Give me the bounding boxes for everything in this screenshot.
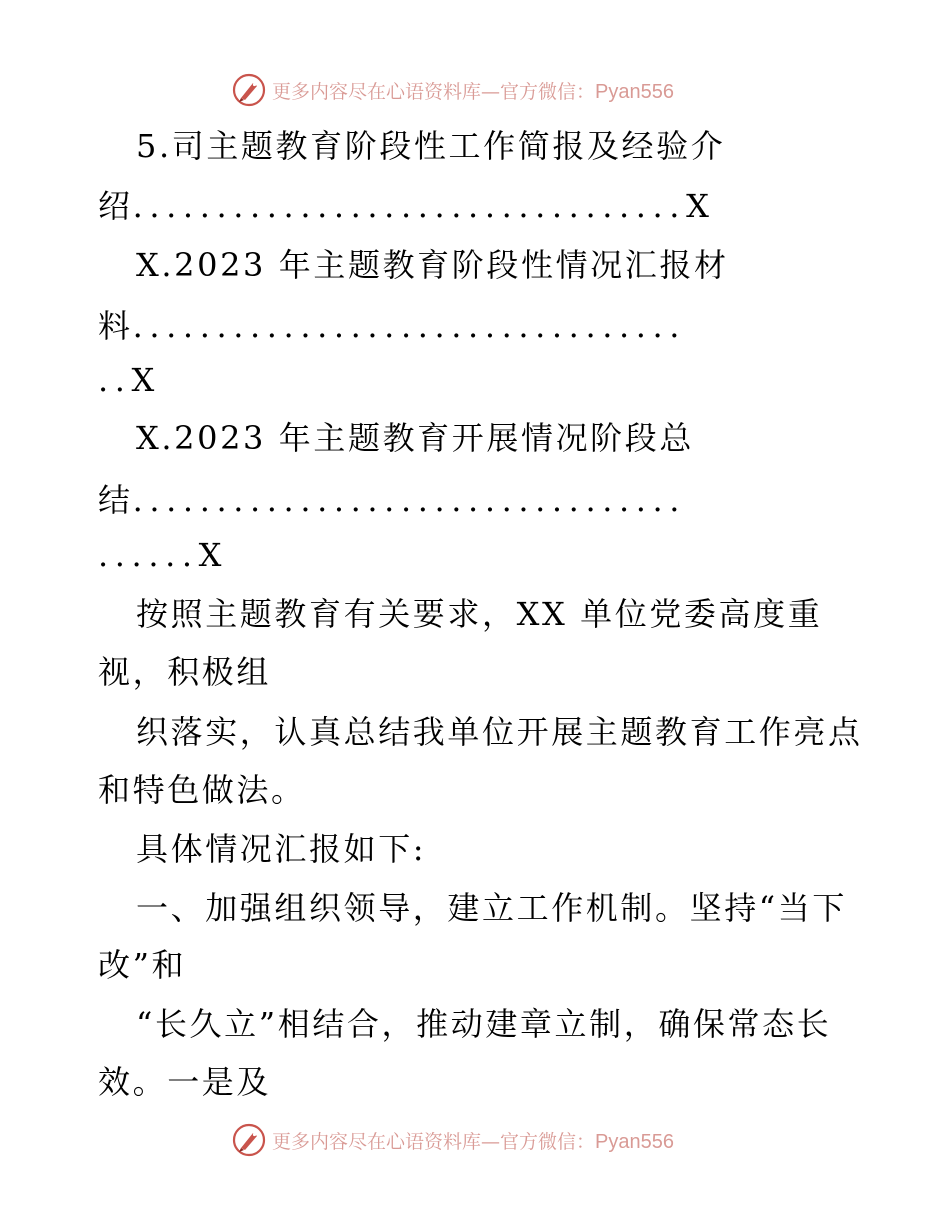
body-paragraph-3-line-1: 具体情况汇报如下: [136,830,427,868]
toc-entry-3-title: X.2023 年主题教育开展情况阶段总 [136,419,694,457]
toc-entry-3-page: X [198,536,225,574]
pen-nib-logo-icon [232,1123,266,1157]
toc-entry-3-title-cont: 结 [98,481,133,519]
toc-entry-2-dot-leader: ................................. [132,307,687,345]
body-paragraph-4-line-2: 改”和 [98,946,187,984]
pen-nib-logo-icon [232,73,266,107]
toc-entry-1-dot-leader: ................................. [132,187,687,225]
toc-entry-2-dot-leader-2: .. [98,361,132,399]
toc-entry-2-page: X [131,361,157,399]
body-paragraph-2-line-2: 和特色做法。 [98,771,306,809]
header-watermark [232,72,674,108]
watermark-wechat-id: Pyan556 [595,80,674,103]
body-paragraph-1-line-2: 视，积极组 [98,653,272,691]
body-paragraph-1-line-1: 按照主题教育有关要求，XX 单位党委高度重 [136,595,823,633]
toc-entry-2-title: X.2023 年主题教育阶段性情况汇报材 [136,246,729,284]
body-paragraph-5-line-1: “长久立”相结合，推动建章立制，确保常态长 [136,1005,832,1043]
watermark-text-cn: 更多内容尽在心语资料库—官方微信： [272,1130,596,1153]
body-paragraph-2-line-1: 织落实，认真总结我单位开展主题教育工作亮点 [136,713,863,751]
body-paragraph-5-line-2: 效。一是及 [98,1063,272,1101]
toc-entry-2-leader-line [98,306,686,346]
body-paragraph-4-line-1: 一、加强组织领导，建立工作机制。坚持“当下 [136,889,847,927]
toc-entry-1-leader-line [98,186,711,226]
toc-entry-1-title: 5.司主题教育阶段性工作简报及经验介 [136,127,726,165]
toc-entry-3-dot-leader: ................................. [132,481,687,519]
toc-entry-3-leader-line [98,480,686,520]
watermark-text [272,1127,674,1154]
toc-entry-3-dot-leader-2: ...... [98,536,199,574]
watermark-wechat-id: Pyan556 [595,1130,674,1153]
watermark-text-cn: 更多内容尽在心语资料库—官方微信： [272,80,596,103]
watermark-text [272,77,674,104]
footer-watermark [232,1122,674,1158]
toc-entry-3-leader-line-2 [98,535,224,575]
toc-entry-1-title-cont: 绍 [98,187,133,225]
toc-entry-2-title-cont: 料 [98,307,133,345]
toc-entry-1-page: X [686,187,712,225]
toc-entry-2-leader-line-2 [98,360,157,400]
